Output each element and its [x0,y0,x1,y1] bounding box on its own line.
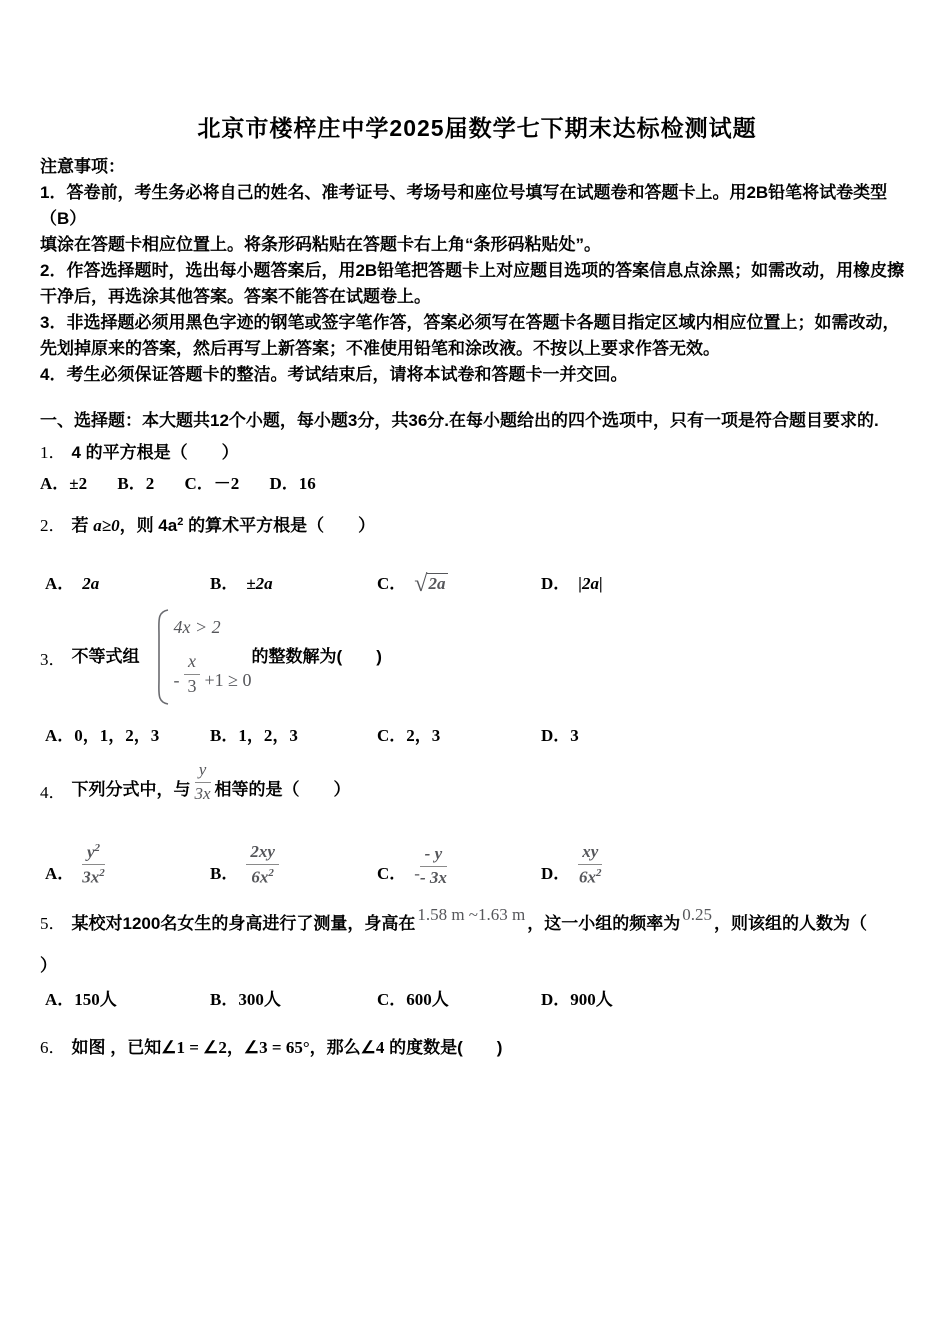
question-2-number: 2． [40,516,66,535]
fraction-denominator: 3x [194,783,211,803]
option-d-label: D． [541,574,571,593]
option-b-label: B． [210,574,239,593]
option-a-text: A．0，1，2，3 [45,726,160,745]
question-1-options [40,471,914,497]
height-range-value: 1.58 m ~1.63 m [417,905,526,925]
inequality-1 [174,617,252,638]
option-a [45,987,210,1013]
frequency-value: 0.25 [682,905,712,925]
question-3-text-2: 的整数解为( ) [251,647,382,666]
option-a [45,723,210,749]
radical-icon: √ [414,571,428,597]
option-d-text: D．900人 [541,990,613,1010]
question-4-number: 4． [40,783,66,803]
question-6-text-1: 如图 ，已知 [71,1038,162,1058]
option-a [45,842,210,888]
notice-item-3-line-1: 3．非选择题必须用黑色字迹的钢笔或签字笔作答，答案必须写在答题卡各题目指定区域内相应位置上；如需改动， [40,313,900,332]
option-a-fraction [82,842,105,888]
inequality-2 [174,652,252,697]
square-root-expression [414,571,448,597]
question-5-text-2: ，这一小组的频率为 [527,914,681,934]
question-2-options [40,549,914,597]
section-1-heading: 一、选择题：本大题共12个小题，每小题3分，共36分.在每小题给出的四个选项中，只有一项是符合题目要求的. [40,411,879,430]
question-2-stem [40,509,914,539]
fraction-numerator [82,842,105,865]
fraction-numerator: xy [578,843,602,865]
option-c-text: C．2，3 [377,726,441,745]
option-b [210,723,377,749]
option-d: D．16 [269,474,316,493]
question-5-text-3: ，则该组的人数为（ [713,914,867,934]
inequality-system [174,617,252,697]
question-6-text-4: 的度数是( ) [384,1038,503,1058]
option-b [210,843,377,887]
question-3-options [40,723,914,749]
option-c-value: 2a [427,573,448,593]
option-c [377,987,541,1013]
notice-item-2-line-2: 干净后，再选涂其他答案。答案不能答在试题卷上。 [40,287,431,306]
denominator-base: 3x [82,867,100,887]
option-c-label: C． [377,864,407,884]
question-2-text-3: 的算术平方根是（ ） [183,516,376,535]
angle-4-symbol: ∠4 [360,1038,385,1058]
fraction-numerator: - y [420,845,447,867]
fraction-denominator [578,865,602,887]
numerator-exponent: 2 [94,841,101,854]
leading-minus-sign: - [414,864,420,884]
page-title: 北京市楼梓庄中学2025届数学七下期末达标检测试题 [197,115,757,141]
fraction-x-over-3 [184,652,200,697]
fraction-numerator: 2xy [246,843,279,865]
fraction-denominator: 3 [187,676,197,696]
question-6-number: 6． [40,1038,66,1058]
option-d-text: D．3 [541,726,579,745]
fraction-denominator [82,865,105,887]
angle-equation-1: ∠1 = ∠2 [161,1038,227,1058]
denominator-exponent: 2 [268,867,274,880]
question-5-stem-continuation: ） [40,956,57,976]
denominator-exponent: 2 [596,867,602,880]
question-6-text-3: ，那么 [309,1038,361,1058]
option-b-value: ±2a [246,574,273,593]
question-6-stem [40,1035,914,1061]
fraction-denominator [246,865,279,887]
question-4-stem [40,761,914,803]
numerator-base: y [87,842,95,862]
option-d-fraction [578,843,602,887]
question-2-text-1: 若 [71,516,94,535]
inequality-1-text: 4x > 2 [173,617,221,638]
option-d [541,987,914,1013]
denominator-exponent: 2 [99,867,105,880]
denominator-base: 6x [251,867,269,887]
question-3-stem [40,607,914,707]
question-1-number: 1． [40,443,66,462]
option-c-text: C．600人 [377,990,449,1010]
option-b-label: B． [210,864,239,884]
option-b-text: B．300人 [210,990,281,1010]
option-c [377,723,541,749]
option-a-text: A．150人 [45,990,117,1010]
option-d-value: |2a| [578,574,603,593]
option-c-label: C． [377,574,407,593]
question-5-text-1: 某校对1200名女生的身高进行了测量，身高在 [71,914,416,934]
question-3-number: 3． [40,649,66,669]
option-a-value: 2a [82,574,100,593]
notice-item-2-line-1: 2．作答选择题时，选出每小题答案后，用2B铅笔把答题卡上对应题目选项的答案信息点涂黑；如需改动，用橡皮擦 [40,261,905,280]
question-1-stem [40,440,914,466]
option-b: B．2 [117,474,155,493]
fraction-numerator: x [184,652,200,675]
left-brace-icon [146,607,172,707]
notice-item-1-line-2: 填涂在答题卡相应位置上。将条形码粘贴在答题卡右上角“条形码粘贴处”。 [40,235,601,254]
notice-item-1-line-1: 1．答卷前，考生务必将自己的姓名、准考证号、考场号和座位号填写在试题卷和答题卡上。用2B铅笔将试卷类型（B） [40,183,888,228]
option-b [210,987,377,1013]
option-c-fraction [420,845,447,887]
fraction-numerator: y [195,761,211,783]
question-5-number: 5． [40,914,66,934]
option-b-text: B．1，2，3 [210,726,298,745]
option-a-label: A． [45,864,75,884]
denominator-base: 6x [579,867,597,887]
notice-item-4: 4．考生必须保证答题卡的整洁。考试结束后，请将本试卷和答题卡一并交回。 [40,365,628,384]
option-d [541,843,914,887]
option-d-label: D． [541,864,571,884]
question-4-options [40,823,914,887]
option-c [377,571,541,597]
question-2-math-1: a≥0 [93,516,120,535]
option-d [541,571,914,597]
minus-sign: - [173,670,184,690]
question-2-text-2: ，则 4a [119,516,178,535]
question-5-options [40,987,914,1013]
option-a-label: A． [45,574,75,593]
notice-heading: 注意事项： [40,157,125,176]
fraction-denominator: - 3x [419,867,447,887]
question-2-exponent: 2 [177,516,184,528]
angle-equation-2: ∠3 = 65° [243,1038,310,1058]
option-b [210,571,377,597]
option-c: C．－2 [184,474,240,493]
option-a [45,571,210,597]
question-3-text-1: 不等式组 [71,647,140,666]
question-6-text-2: ， [226,1038,244,1058]
option-d [541,723,914,749]
question-4-text-2: 相等的是（ ） [214,780,351,800]
notice-section [40,154,914,388]
option-b-fraction [246,843,279,887]
question-1-text: 4 的平方根是（ ） [71,443,239,462]
inequality-2-rest: +1 ≥ 0 [200,670,252,690]
option-c [377,845,541,887]
notice-item-3-line-2: 先划掉原来的答案，然后再写上新答案；不准使用铅笔和涂改液。不按以上要求作答无效。 [40,339,720,358]
question-5-stem [40,905,914,939]
option-a: A．±2 [40,474,88,493]
fraction-y-over-3x [195,761,211,803]
question-4-text-1: 下列分式中，与 [71,780,191,800]
